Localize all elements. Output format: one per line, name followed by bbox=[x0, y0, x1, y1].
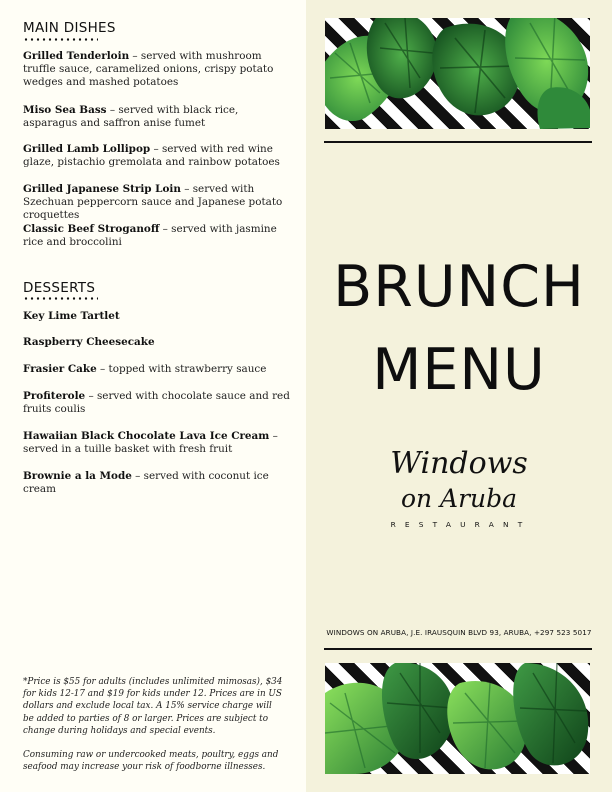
restaurant-address: WINDOWS ON ARUBA, J.E. IRAUSQUIN BLVD 93, ARUBA, +297 523 5017 bbox=[326, 628, 592, 637]
dessert-description: – served with coconut ice cream bbox=[23, 470, 269, 495]
main-dishes-heading: MAIN DISHES bbox=[23, 20, 116, 36]
desserts-dotted-divider bbox=[23, 297, 98, 300]
dessert-item bbox=[23, 430, 295, 456]
dish-name: Miso Sea Bass bbox=[23, 104, 107, 116]
dessert-item bbox=[23, 470, 295, 496]
logo-on-aruba: on Aruba bbox=[400, 484, 518, 513]
main-dish-item bbox=[23, 104, 295, 130]
dish-name: Classic Beef Stroganoff bbox=[23, 223, 160, 235]
main-dish-item bbox=[23, 223, 295, 249]
dessert-name: Profiterole bbox=[23, 390, 86, 402]
main-dish-item bbox=[23, 183, 295, 222]
bottom-divider-line bbox=[324, 648, 592, 650]
tropical-leaves-top-image bbox=[325, 18, 590, 129]
main-dish-item bbox=[23, 50, 295, 89]
dish-description: – served with Szechuan peppercorn sauce and Japanese potato croquettes bbox=[23, 183, 283, 221]
dessert-description: – served with chocolate sauce and red fruits coulis bbox=[23, 390, 290, 415]
dessert-item bbox=[23, 310, 295, 323]
monstera-leaves-icon bbox=[325, 18, 590, 129]
dessert-name: Raspberry Cheesecake bbox=[23, 336, 155, 348]
dish-description: – served with mushroom truffle sauce, caramelized onions, crispy potato wedges and mashed potatoes bbox=[23, 50, 274, 88]
dessert-item bbox=[23, 390, 295, 416]
dish-description: – served with black rice, asparagus and saffron anise fumet bbox=[23, 104, 239, 129]
main-dishes-dotted-divider bbox=[23, 38, 98, 41]
desserts-heading: DESSERTS bbox=[23, 280, 96, 296]
dessert-description: – served in a tuille basket with fresh fruit bbox=[23, 430, 278, 455]
dish-description: – served with jasmine rice and broccolini bbox=[23, 223, 277, 248]
dessert-item bbox=[23, 363, 295, 376]
price-note: *Price is $55 for adults (includes unlimited mimosas), $34 for kids 12-17 and $19 for kids under 12. Prices are in US dollars and exclude local tax. A 15% service charge will be added to parties of 8 or larger. Prices are subject to change during holidays and special events. bbox=[23, 677, 283, 736]
dessert-name: Hawaiian Black Chocolate Lava Ice Cream bbox=[23, 430, 270, 442]
top-divider-line bbox=[324, 141, 592, 143]
dish-name: Grilled Tenderloin bbox=[23, 50, 130, 62]
dessert-name: Key Lime Tartlet bbox=[23, 310, 120, 322]
logo-windows: Windows bbox=[390, 446, 528, 481]
tropical-leaves-bottom-image bbox=[325, 663, 590, 774]
brunch-title: BRUNCH bbox=[333, 254, 585, 320]
dessert-name: Brownie a la Mode bbox=[23, 470, 132, 482]
dish-description: – served with red wine glaze, pistachio gremolata and rainbow potatoes bbox=[23, 143, 280, 168]
dessert-item bbox=[23, 336, 295, 349]
dessert-description: – topped with strawberry sauce bbox=[96, 363, 267, 375]
menu-title: MENU bbox=[372, 337, 546, 403]
palm-leaves-icon bbox=[325, 663, 590, 774]
dessert-name: Frasier Cake bbox=[23, 363, 97, 375]
food-safety-warning: Consuming raw or undercooked meats, poultry, eggs and seafood may increase your risk of foodborne illnesses. bbox=[23, 750, 279, 773]
main-dish-item bbox=[23, 143, 295, 169]
logo-restaurant-caption: RESTAURANT bbox=[390, 520, 532, 529]
dish-name: Grilled Japanese Strip Loin bbox=[23, 183, 181, 195]
dish-name: Grilled Lamb Lollipop bbox=[23, 143, 151, 155]
